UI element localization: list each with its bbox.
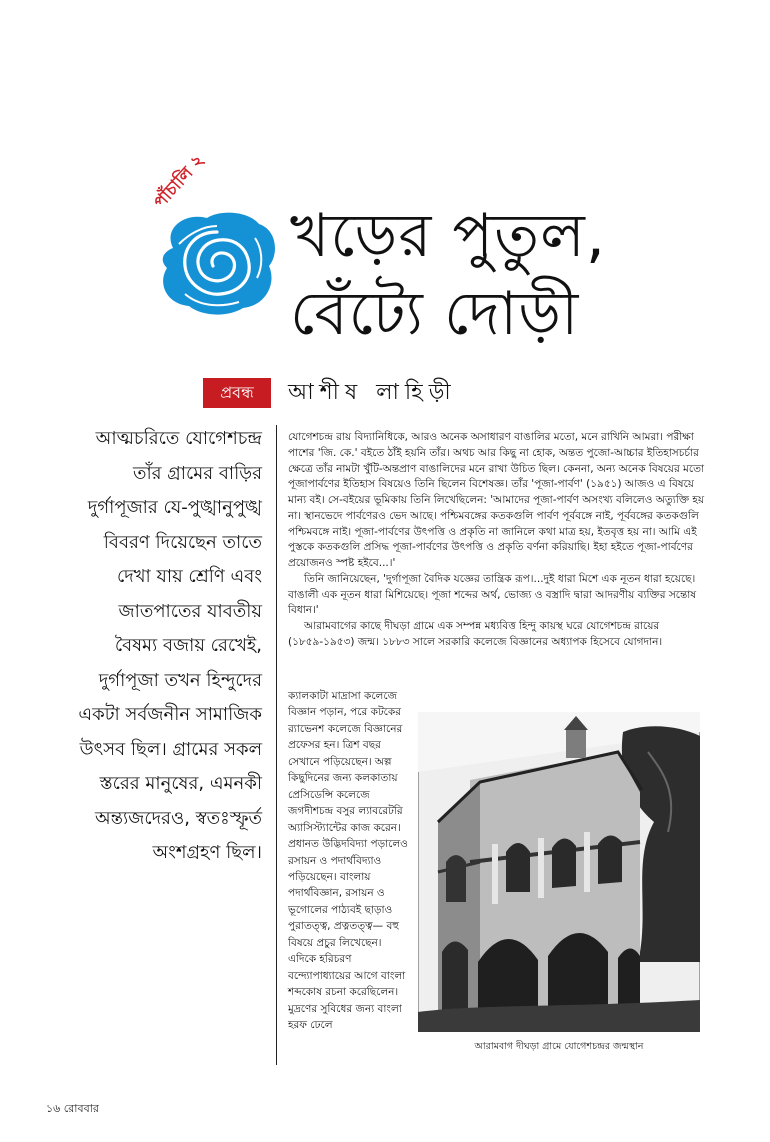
headline-line-2: বেঁট্যে দোড়ী [290, 279, 580, 349]
headline-line-1: খড়ের পুতুল, [290, 201, 606, 271]
photo-caption: আরামবাগ দীঘড়া গ্রামে যোগেশচন্দ্রর জন্মস্থান [474, 1041, 644, 1052]
blue-rose-icon [155, 208, 280, 318]
author-byline: আশীষ লাহিড়ী [288, 380, 457, 405]
body-paragraph: আরামবাগের কাছে দীঘড়া গ্রামে এক সম্পন্ন মধ্যবিত্ত হিন্দু কায়স্থ ঘরে যোগেশচন্দ্র রায়ের (১৮৫৯-১৯৫৩) জন্ম। ১৮৮৩ সালে সরকারি কলেজে বিজ্ঞানের অধ্যাপক হিসেবে যোগদান। [288, 620, 663, 648]
article-body-narrow [288, 688, 411, 1034]
body-paragraph: যোগেশচন্দ্র রায় বিদ্যানিধিকে, আরও অনেক অসাধারণ বাঙালির মতো, মনে রাখিনি আমরা। পরীক্ষা পাশের 'জি. কে.' বইতে ঠাঁই হয়নি তাঁর। অথচ আর কিছু না হোক, অন্তত পুজো-আচ্চার ইতিহাসচর্চার ক্ষেত্রে তাঁর নামটা খুঁটি-অন্তপ্রাণ বাঙালিদের মনে রাখা উচিত ছিল। কেননা, অন্য অনেক বিষয়ের মতো পূজাপার্বণের ইতিহাস বিষয়েও তিনি ছিলেন বিশেষজ্ঞ। তাঁর 'পূজা-পার্বণ' (১৯৫১) আজও এ বিষয়ে মান্য বই। সে-বইয়ের ভূমিকায় তিনি লিখেছিলেন: 'আমাদের পূজা-পার্বণ অসংখ্য বলিলেও অত্যুক্তি হয় না। স্থানভেদে পার্বণেরও ভেদ আছে। পশ্চিমবঙ্গের কতকগুলি পার্বণ পূর্ববঙ্গে নাই, পূর্ববঙ্গের কতকগুলি পশ্চিমবঙ্গে নাই। পূজা-পার্বণের উৎপত্তি ও প্রকৃতি না জানিলে কথা মাত্র হয়, ইতবৃত্ত হয় না। আমি এই পুস্তকে কতকগুলি প্রসিদ্ধ পূজা-পার্বণের উৎপত্তি ও প্রকৃতি বর্ণনা করিয়াছি। ইহা হইতে পূজা-পার্বণের প্রয়োজনও স্পষ্ট হইবে...।' [288, 431, 705, 569]
pull-quote: আত্মচরিতে যোগেশচন্দ্র তাঁর গ্রামের বাড়ির দুর্গাপূজার যে-পুঙ্খানুপুঙ্খ বিবরণ দিয়েছেন তাতে দেখা যায় শ্রেণি এবং জাতপাতের যাবতীয় বৈষম্য বজায় রেখেই, দুর্গাপূজা তখন হিন্দুদের একটা সর্বজনীন সামাজিক উৎসব ছিল। গ্রামের সকল স্তরের মানুষের, এমনকী অন্ত্যজদেরও, স্বতঃস্ফূর্ত অংশগ্রহণ ছিল। [78, 428, 262, 863]
page-folio: ১৬ রোববার [46, 1102, 99, 1115]
series-tag: পাঁচালি ২ [150, 150, 209, 213]
category-tag: প্রবন্ধ [203, 378, 271, 408]
body-paragraph: ক্যালকাটা মাদ্রাসা কলেজে বিজ্ঞান পড়ান, পরে কটকের র‍্যাভেনশ কলেজে বিজ্ঞানের প্রফেসর হন। ত্রিশ বছর সেখানে পড়িয়েছেন। অল্প কিছুদিনের জন্য কলকাতায় প্রেসিডেন্সি কলেজে জগদীশচন্দ্র বসুর ল্যাবরেটরি অ্যাসিস্ট্যান্টের কাজ করেন। প্রধানত উদ্ভিদবিদ্যা পড়ালেও রসায়ন ও পদার্থবিদ্যাও পড়িয়েছেন। বাংলায় পদার্থবিজ্ঞান, রসায়ন ও ভূগোলের পাঠ্যবই ছাড়াও পুরাতত্ত্ব, প্রত্নতত্ত্ব— বহু বিষয়ে প্রচুর লিখেছেন। এদিকে হরিচরণ বন্দ্যোপাধ্যায়ের আগে বাংলা শব্দকোষ রচনা করেছিলেন। মুদ্রণের সুবিধের জন্য বাংলা হরফ ঢেলে [288, 690, 408, 1032]
house-photo [418, 712, 700, 1032]
body-paragraph: তিনি জানিয়েছেন, 'দুর্গাপূজা বৈদিক যজ্ঞের তান্ত্রিক রূপ।...দুই ধারা মিশে এক নূতন ধারা হয়েছে। বাঙালী এক নূতন ধারা মিশিয়েছে। পূজা শব্দের অর্থ, ভোজ্য ও বস্ত্রাদি দ্বারা আদরণীয় ব্যক্তির সন্তোষ বিধান।' [288, 572, 697, 617]
column-divider [276, 425, 277, 1065]
article-body-top [288, 430, 708, 651]
